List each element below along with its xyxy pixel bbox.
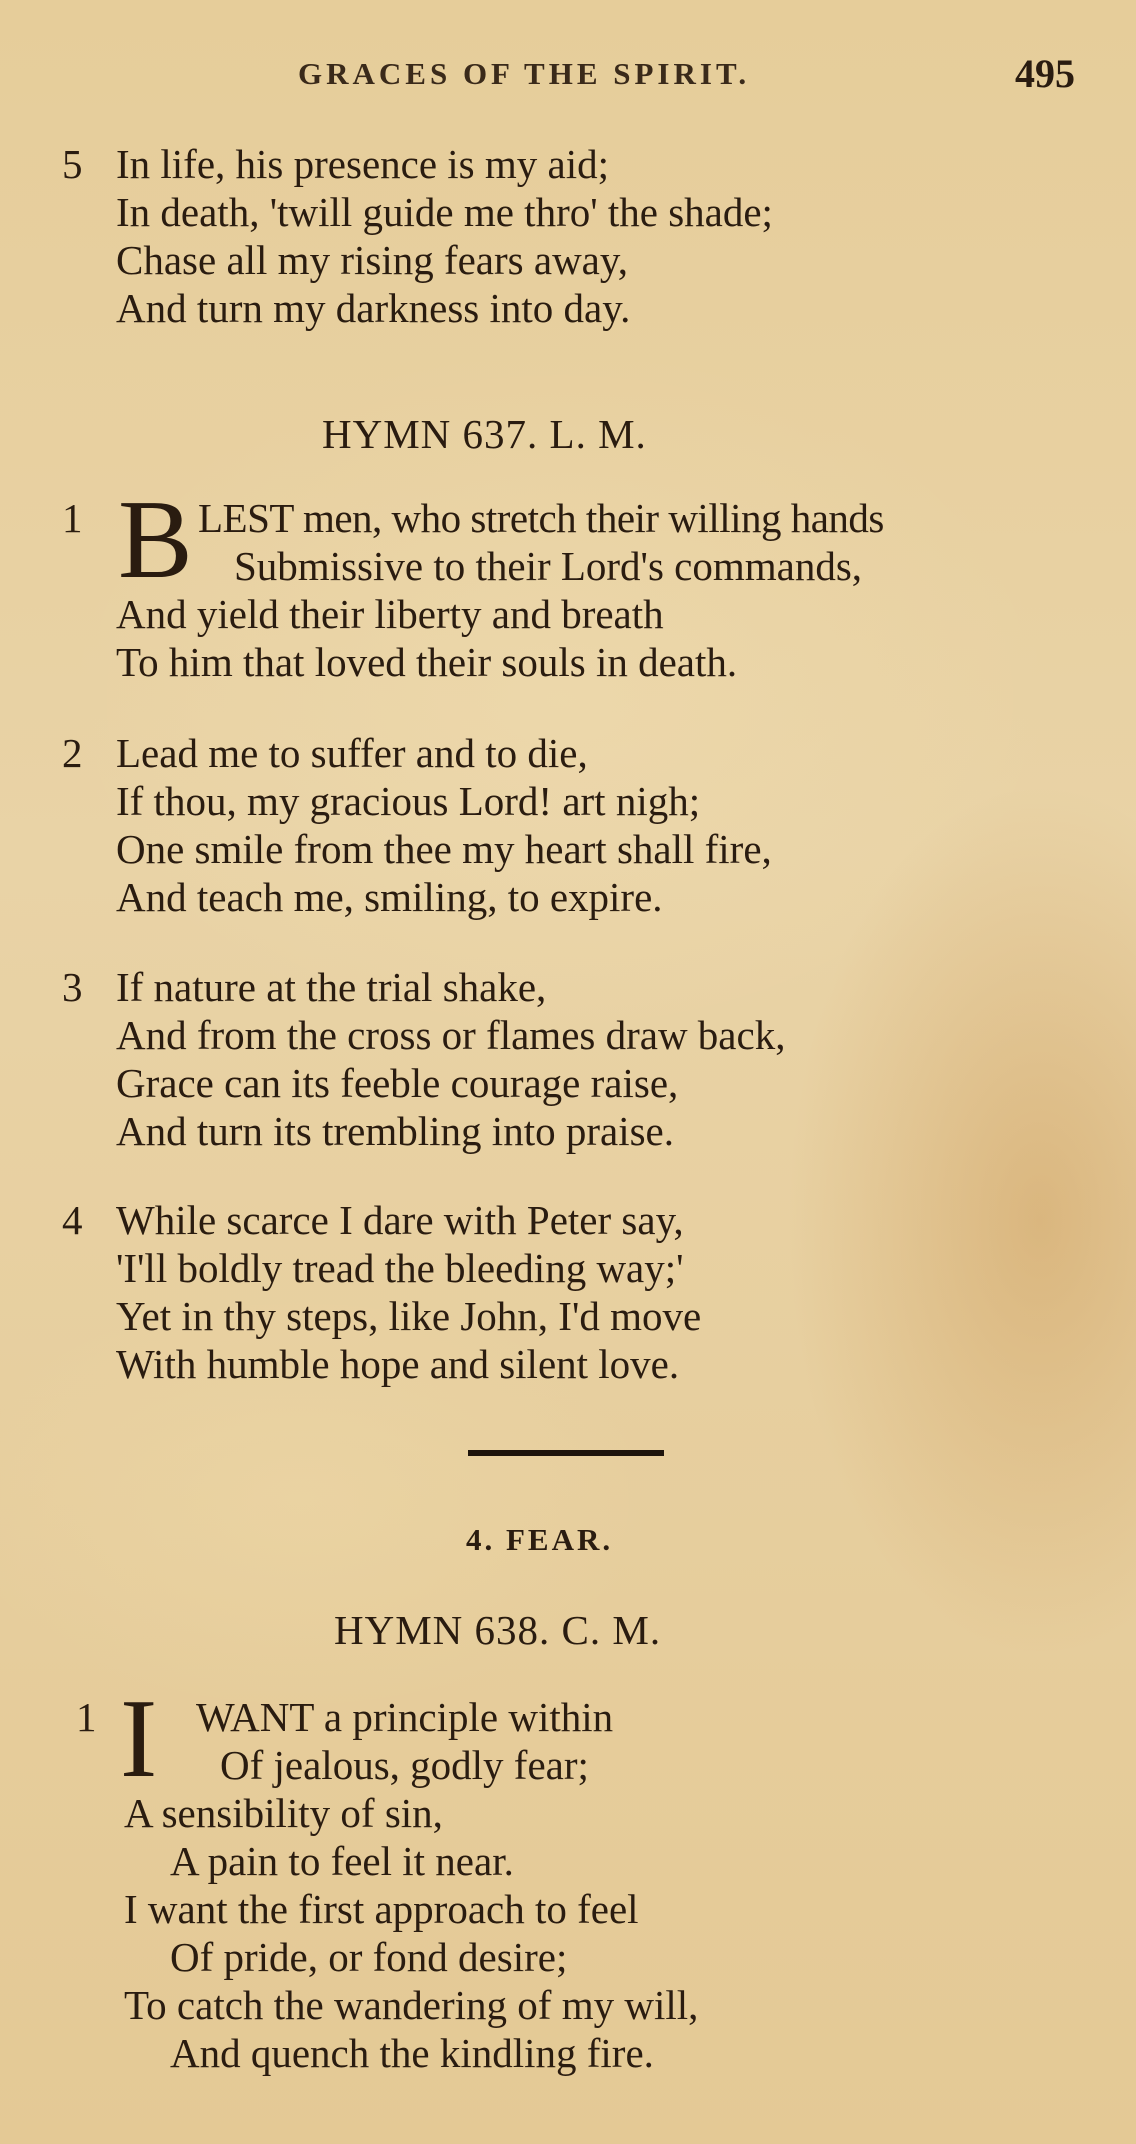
stanza-number: 1 [62,495,83,541]
verse-line: Lead me to suffer and to die, [116,730,588,776]
verse-line: And quench the kindling fire. [170,2030,654,2076]
verse-line: And from the cross or flames draw back, [116,1012,786,1058]
verse-line: If thou, my gracious Lord! art nigh; [116,778,701,824]
verse-line: In life, his presence is my aid; [116,141,610,187]
hymn-title: HYMN 637. L. M. [322,411,647,457]
verse-line: Of pride, or fond desire; [170,1934,568,1980]
running-title: GRACES OF THE SPIRIT. [298,56,751,91]
hymn-title: HYMN 638. C. M. [334,1607,662,1653]
stanza-number: 5 [62,141,83,187]
stanza-number: 1 [76,1694,97,1740]
stanza-number: 2 [62,730,83,776]
verse-line: If nature at the trial shake, [116,964,547,1010]
verse-line: Yet in thy steps, like John, I'd move [116,1293,702,1339]
verse-line: And turn its trembling into praise. [116,1108,674,1154]
section-title: 4. FEAR. [466,1522,614,1557]
verse-line: And turn my darkness into day. [116,285,631,331]
verse-line: While scarce I dare with Peter say, [116,1197,684,1243]
verse-line: Of jealous, godly fear; [220,1742,589,1788]
verse-line: Chase all my rising fears away, [116,237,628,283]
verse-line: To him that loved their souls in death. [116,639,738,685]
section-divider [468,1450,664,1456]
verse-line: I want the first approach to feel [124,1886,639,1932]
verse-line: A pain to feel it near. [170,1838,514,1884]
drop-cap: B [118,478,193,602]
verse-line: To catch the wandering of my will, [124,1982,699,2028]
verse-line: WANT a principle within [196,1694,614,1740]
verse-line: 'I'll boldly tread the bleeding way;' [116,1245,684,1291]
stanza-number: 3 [62,964,83,1010]
stanza-number: 4 [62,1197,83,1243]
verse-line: LEST men, who stretch their willing hands [198,495,884,541]
verse-line: One smile from thee my heart shall fire, [116,826,772,872]
verse-line: Submissive to their Lord's commands, [234,543,863,589]
verse-line: And teach me, smiling, to expire. [116,874,663,920]
verse-line: A sensibility of sin, [124,1790,443,1836]
verse-line: And yield their liberty and breath [116,591,664,637]
verse-line: With humble hope and silent love. [116,1341,680,1387]
drop-cap: I [120,1677,158,1801]
verse-line: In death, 'twill guide me thro' the shade; [116,189,773,235]
page-number: 495 [1015,51,1075,96]
verse-line: Grace can its feeble courage raise, [116,1060,679,1106]
